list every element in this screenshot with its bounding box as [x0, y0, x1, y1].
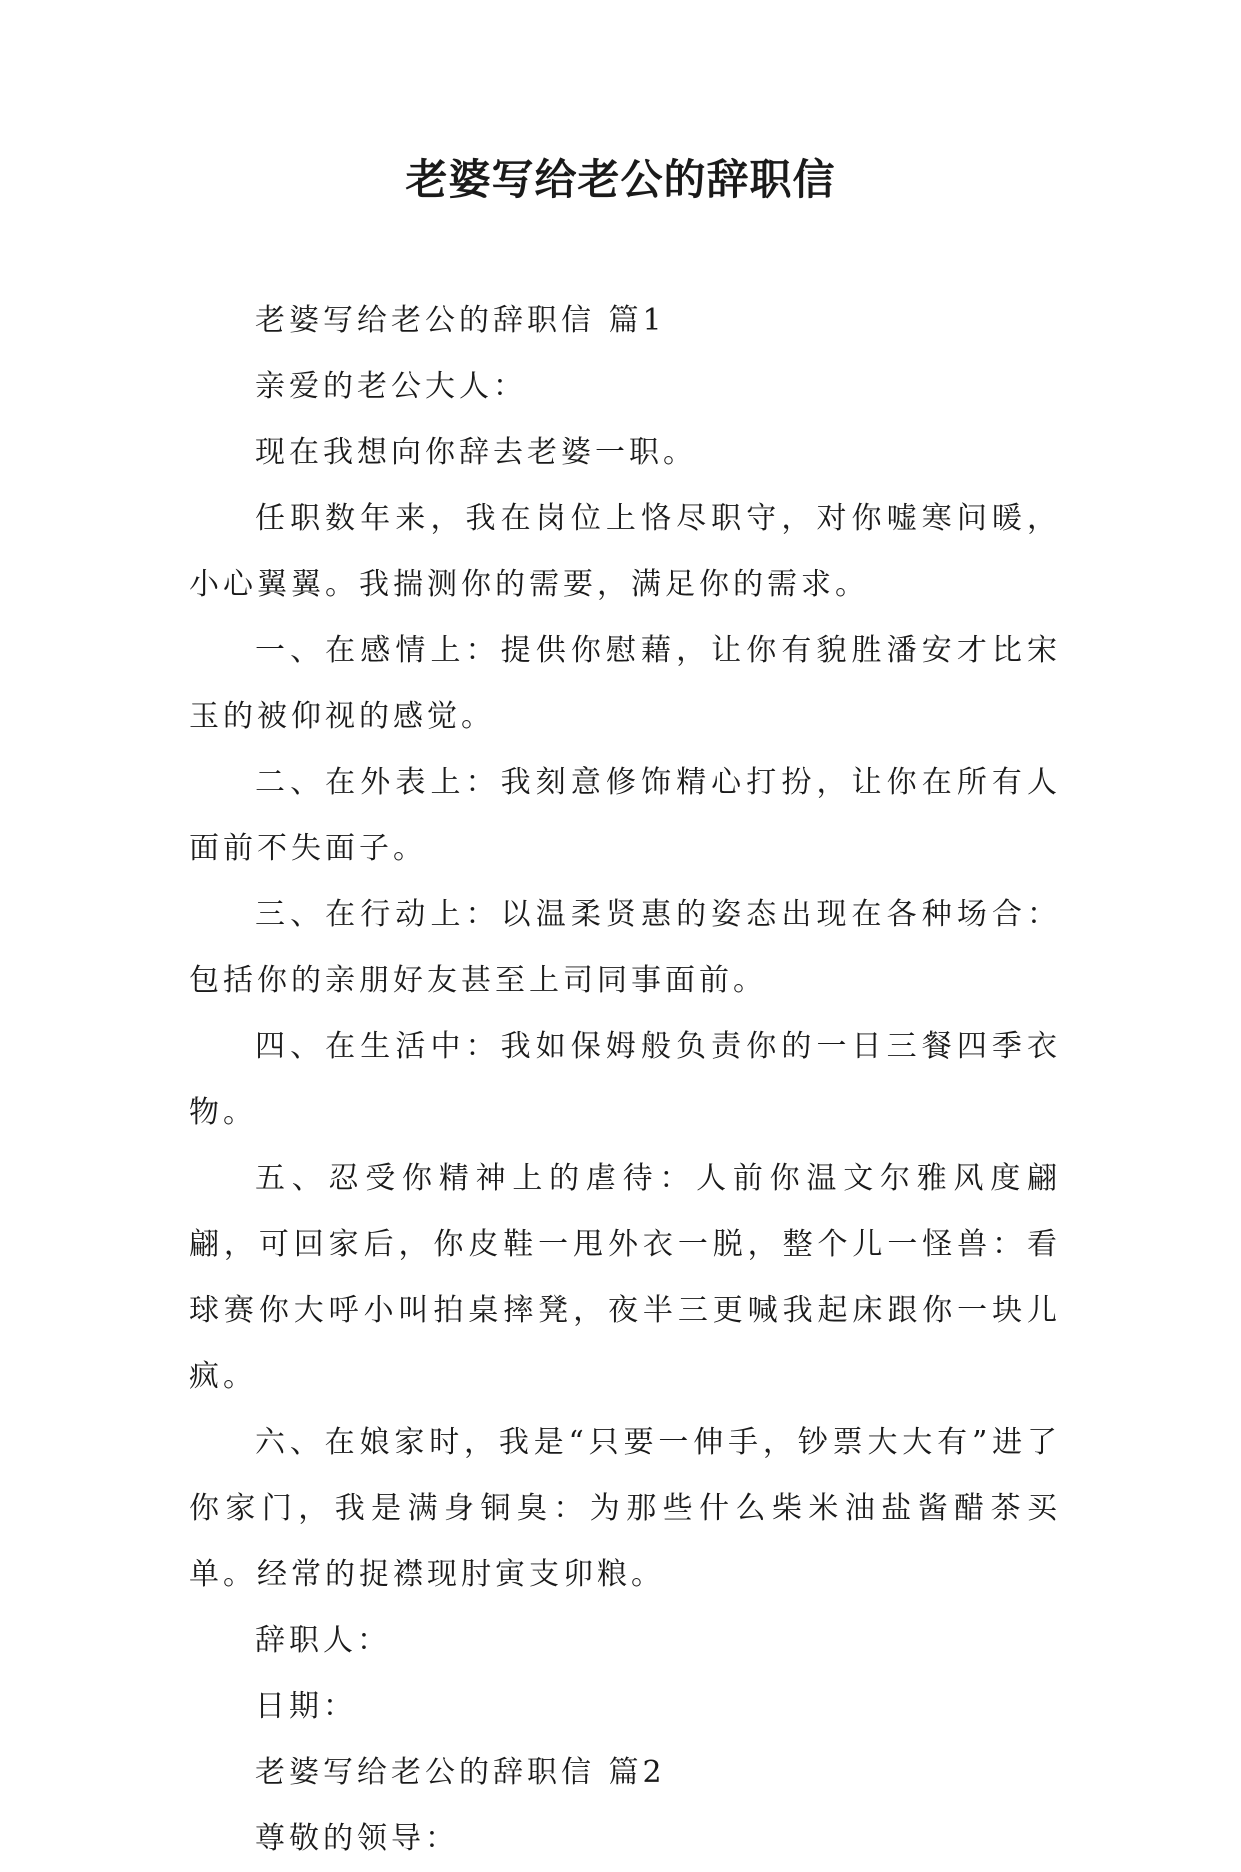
- document-body: [189, 288, 1061, 1872]
- document-title: 老婆写给老公的辞职信: [405, 155, 836, 204]
- list-item: 一、在感情上：提供你慰藉，让你有貌胜潘安才比宋玉的被仰视的感觉。: [189, 633, 1061, 734]
- list-item: 三、在行动上：以温柔贤惠的姿态出现在各种场合：包括你的亲朋好友甚至上司同事面前。: [189, 897, 1061, 998]
- body-paragraph: 任职数年来，我在岗位上恪尽职守，对你嘘寒问暖，小心翼翼。我揣测你的需要，满足你的需求。: [189, 501, 1061, 602]
- list-item: 二、在外表上：我刻意修饰精心打扮，让你在所有人面前不失面子。: [189, 765, 1061, 866]
- list-item: 五、忍受你精神上的虐待：人前你温文尔雅风度翩翩，可回家后，你皮鞋一甩外衣一脱，整个儿一怪兽：看球赛你大呼小叫拍桌摔凳，夜半三更喊我起床跟你一块儿疯。: [189, 1161, 1061, 1394]
- list-item: 四、在生活中：我如保姆般负责你的一日三餐四季衣物。: [189, 1029, 1061, 1130]
- date-line: 日期：: [255, 1689, 357, 1724]
- body-paragraph: 现在我想向你辞去老婆一职。: [255, 435, 697, 470]
- list-item: 六、在娘家时，我是“只要一伸手，钞票大大有”进了你家门，我是满身铜臭：为那些什么柴米油盐酱醋茶买单。经常的捉襟现肘寅支卯粮。: [189, 1425, 1061, 1592]
- salutation: 亲爱的老公大人：: [255, 369, 527, 404]
- signature-line: 辞职人：: [255, 1623, 391, 1658]
- salutation: 尊敬的领导：: [255, 1821, 459, 1856]
- section-heading: 老婆写给老公的辞职信 篇1: [255, 303, 666, 338]
- section-heading: 老婆写给老公的辞职信 篇2: [255, 1755, 666, 1790]
